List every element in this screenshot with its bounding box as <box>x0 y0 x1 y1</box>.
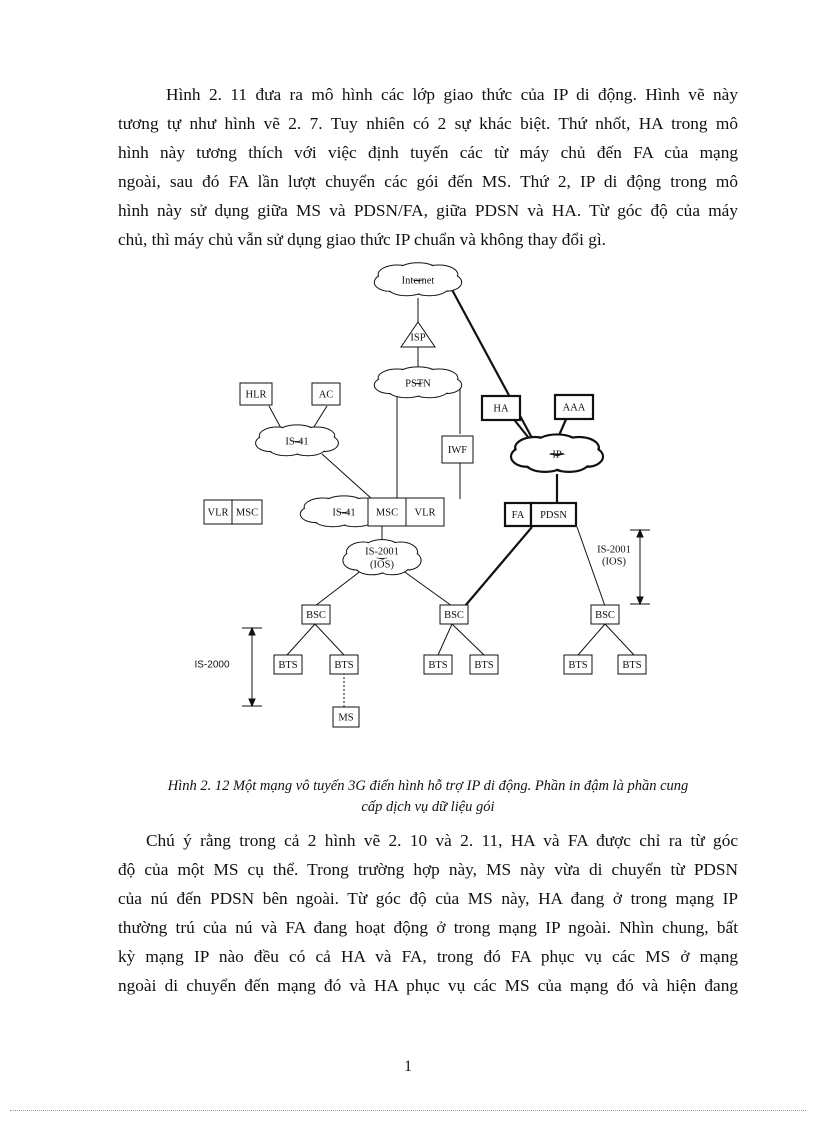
paragraph-line: tương tự như hình vẽ 2. 7. Tuy nhiên có 2 sự khác biệt. Thứ nhốt, HA trong mô <box>118 114 738 133</box>
fa-label: FA <box>511 509 525 521</box>
msc-label: MSC <box>375 507 399 519</box>
link-ac-is41 <box>312 406 327 430</box>
ip-cloud-label: IP <box>552 449 562 461</box>
caption-line-1: Hình 2. 12 Một mạng vô tuyến 3G điển hình hỗ trợ IP di động. Phần in đậm là phần cung <box>167 778 689 794</box>
bts-6-label: BTS <box>622 659 642 671</box>
paragraph-line: của nú đến PDSN bên ngoài. Từ góc độ của MS này, HA đang ở trong mạng IP <box>118 889 738 908</box>
is2001-cloud-sublabel: (IOS) <box>370 559 394 571</box>
is2001-side-label: IS-2001 <box>597 544 631 556</box>
bts-4-label: BTS <box>474 659 494 671</box>
iwf-label: IWF <box>447 444 468 456</box>
isp-label: ISP <box>410 332 426 344</box>
bsc-left-label: BSC <box>306 609 326 621</box>
vlr-left-label: VLR <box>207 507 229 519</box>
is2001-cloud-label: IS-2001 <box>365 546 399 558</box>
msc-left-label: MSC <box>235 507 259 519</box>
is41-mid-cloud-label: IS-41 <box>332 507 356 519</box>
is2000-arrow-down <box>249 699 255 706</box>
bts-1-label: BTS <box>278 659 298 671</box>
paragraph-line: Chú ý rằng trong cả 2 hình vẽ 2. 10 và 2. 11, HA và FA được chỉ ra từ góc <box>146 831 738 850</box>
hlr-label: HLR <box>245 389 267 401</box>
intro-paragraph <box>118 80 738 254</box>
link-bsc-left-bts2 <box>315 624 344 655</box>
link-pdsn-bsc-right <box>577 527 605 606</box>
is2001-arrow-down <box>637 597 643 604</box>
paragraph-line: ngoài di chuyển đến mạng đó và HA phục vụ các MS của mạng đó và hiện đang <box>118 976 738 995</box>
link-bsc-mid-bts4 <box>452 624 484 655</box>
figure-caption <box>118 776 738 818</box>
paragraph-line: thường trú của nú và FA đang hoạt động ở trong mạng IP ngoài. Nhìn chung, bất <box>118 918 738 937</box>
link-is2001-bsc-left <box>315 570 362 606</box>
bts-5-label: BTS <box>568 659 588 671</box>
paragraph-line: độ của một MS cụ thể. Trong trường hợp này, MS này vừa di chuyển từ PDSN <box>118 860 738 879</box>
bts-2-label: BTS <box>334 659 354 671</box>
is2001-arrow-up <box>637 530 643 537</box>
is2000-label: IS-2000 <box>194 659 230 671</box>
bts-3-label: BTS <box>428 659 448 671</box>
caption-line-2: cấp dịch vụ dữ liệu gói <box>361 799 495 815</box>
footer-divider <box>10 1110 806 1111</box>
paragraph-line: ngoài, sau đó FA lần lượt chuyển các gói đến MS. Thứ 2, IP di động trong mô <box>118 172 738 191</box>
paragraph-line: hình này sử dụng giữa MS và PDSN/FA, giữa PDSN và HA. Từ góc độ của máy <box>118 201 738 220</box>
bsc-mid-label: BSC <box>444 609 464 621</box>
aaa-label: AAA <box>562 402 586 414</box>
link-bsc-mid-bts3 <box>438 624 452 655</box>
paragraph-line: chủ, thì máy chủ vẫn sử dụng giao thức IP chuẩn và không thay đổi gì. <box>118 230 606 249</box>
link-is41-msc <box>322 454 372 499</box>
link-hlr-is41 <box>269 406 282 430</box>
internet-cloud-label: Internet <box>401 275 435 287</box>
paragraph-line: kỳ mạng IP nào đều có cả HA và FA, trong đó FA phục vụ các MS ở mạng <box>118 947 738 966</box>
ha-label: HA <box>493 403 509 415</box>
bsc-right-label: BSC <box>595 609 615 621</box>
link-bsc-right-bts5 <box>578 624 605 655</box>
is2000-arrow-up <box>249 628 255 635</box>
bold-link-fa-bsc <box>465 527 532 606</box>
link-bsc-left-bts1 <box>287 624 315 655</box>
body-paragraph <box>118 826 738 1000</box>
ms-label: MS <box>338 712 354 724</box>
is2001-side-sublabel: (IOS) <box>602 556 626 568</box>
vlr-label: VLR <box>414 507 436 519</box>
pdsn-label: PDSN <box>540 509 567 521</box>
is41-top-cloud-label: IS-41 <box>285 436 309 448</box>
paragraph-line: hình này tương thích với việc định tuyến các từ máy chủ đến FA của mạng <box>118 143 738 162</box>
page-number: 1 <box>404 1058 412 1075</box>
pstn-cloud-label: PSTN <box>405 378 431 390</box>
link-is2001-bsc-mid <box>402 570 452 606</box>
network-diagram <box>190 262 660 737</box>
paragraph-line: Hình 2. 11 đưa ra mô hình các lớp giao thức của IP di động. Hình vẽ này <box>166 85 738 104</box>
ac-label: AC <box>318 389 334 401</box>
link-bsc-right-bts6 <box>605 624 634 655</box>
